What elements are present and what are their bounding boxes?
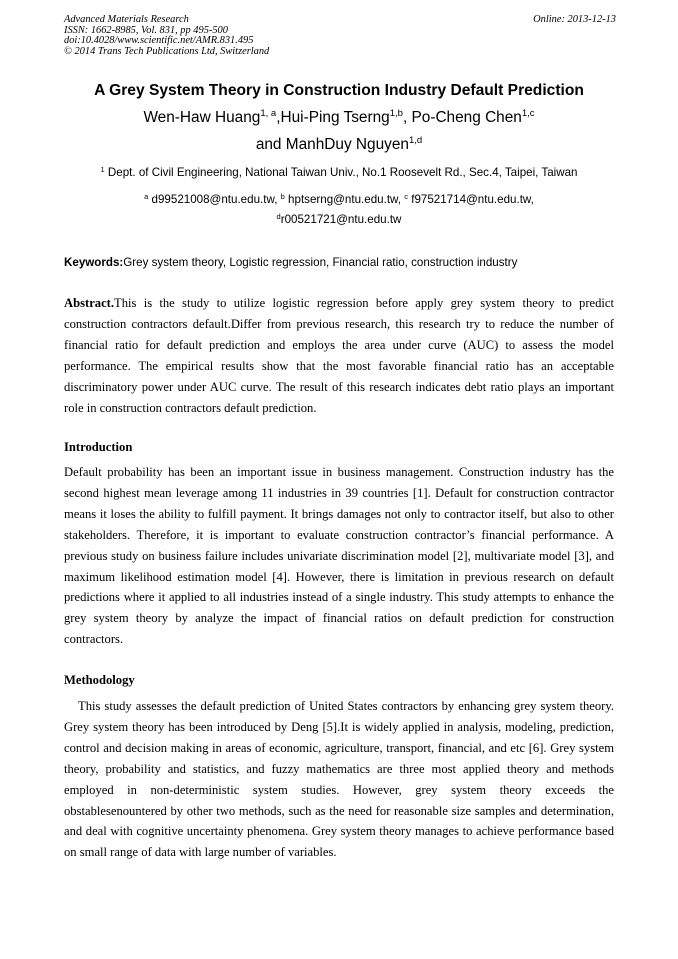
email: d99521008@ntu.edu.tw, [151,193,281,206]
paper-title: A Grey System Theory in Construction Industry Default Prediction [94,82,584,99]
affiliation [64,166,614,180]
doi-line: doi:10.4028/www.scientific.net/AMR.831.495 [64,35,254,47]
email-sup: b [280,192,285,201]
methodology-heading: Methodology [64,673,135,687]
author-sup: 1,b [389,108,403,119]
authors-line-2 [64,135,614,155]
email-sup: a [144,192,149,201]
journal-name: Advanced Materials Research [64,14,189,25]
keywords-label: Keywords: [64,256,124,269]
email-sup: c [404,192,408,201]
introduction-heading: Introduction [64,440,133,454]
keywords-text: Grey system theory, Logistic regression, Financial ratio, construction industry [123,256,518,269]
author-name: Wen-Haw Huang [143,109,261,126]
emails-line-2 [64,213,614,227]
copyright-line: © 2014 Trans Tech Publications Ltd, Switzerland [64,45,270,57]
methodology-text: This study assesses the default prediction of United States contractors by enhancing grey system theory. Grey system theory has been introduced by Deng [5].It is widely applied in analysis, modeling, prediction, control and decision making in areas of economic, agriculture, transport, financial, and etc [6]. Grey system theory, probability and statistics, and fuzzy mathematics are three most applied theory and methods employed in non-deterministic system studies. However, grey system theory exceeds the obstablesenountered by other two methods, such as the need for reasonable size samples and determination, and deal with cognitive uncertainty phenomena. Grey system theory manages to achieve performance based on small range of data with large number of variables. [64,699,614,860]
email: f97521714@ntu.edu.tw, [411,193,534,206]
affiliation-sup: 1 [100,165,105,174]
author-name: and ManhDuy Nguyen [255,136,409,153]
author-sup: 1, a [260,108,277,119]
author-name: ,Hui-Ping Tserng [276,109,390,126]
email: hptserng@ntu.edu.tw, [288,193,405,206]
abstract-label: Abstract. [64,296,115,310]
abstract [64,293,614,418]
affiliation-text: Dept. of Civil Engineering, National Taiwan Univ., No.1 Roosevelt Rd., Sec.4, Taipei, Taiwan [107,166,578,179]
authors-line-1 [64,108,614,128]
author-sup: 1,d [408,135,423,146]
author-sup: 1,c [521,108,535,119]
keywords [64,256,616,270]
abstract-text: This is the study to utilize logistic regression before apply grey system theory to predict construction contractors default.Differ from previous research, this research try to reduce the number of financial ratio for default prediction and employs the area under curve (AUC) to assess the model performance. The empirical results show that the most favorable financial ratio has an acceptable discriminatory power under AUC curve. The result of this research indicates debt ratio plays an important role in construction contractors default prediction. [64,296,614,415]
email: r00521721@ntu.edu.tw [280,213,402,226]
emails-line-1 [64,193,614,207]
introduction-text: Default probability has been an important issue in business management. Construction industry has the second highest mean leverage among 11 industries in 39 countries [1]. Default for construction contractor means it loses the ability to fulfill payment. It brings damages not only to contractor itself, but also to other stakeholders. Therefore, it is important to evaluate construction contractor’s financial performance. A previous study on business failure includes univariate discrimination model [2], multivariate model [3], and maximum likelihood estimation model [4]. However, there is limitation in previous research on default predictions where it applied to all industries instead of a single industry. This study attempts to enhance the grey system theory by analyze the impact of financial ratios on default prediction for construction contractors. [64,465,614,647]
issn-line: ISSN: 1662-8985, Vol. 831, pp 495-500 [64,24,228,36]
online-date: Online: 2013-12-13 [533,14,616,25]
author-name: , Po-Cheng Chen [402,109,522,126]
journal-header [64,15,616,57]
email-sup: d [276,212,281,221]
